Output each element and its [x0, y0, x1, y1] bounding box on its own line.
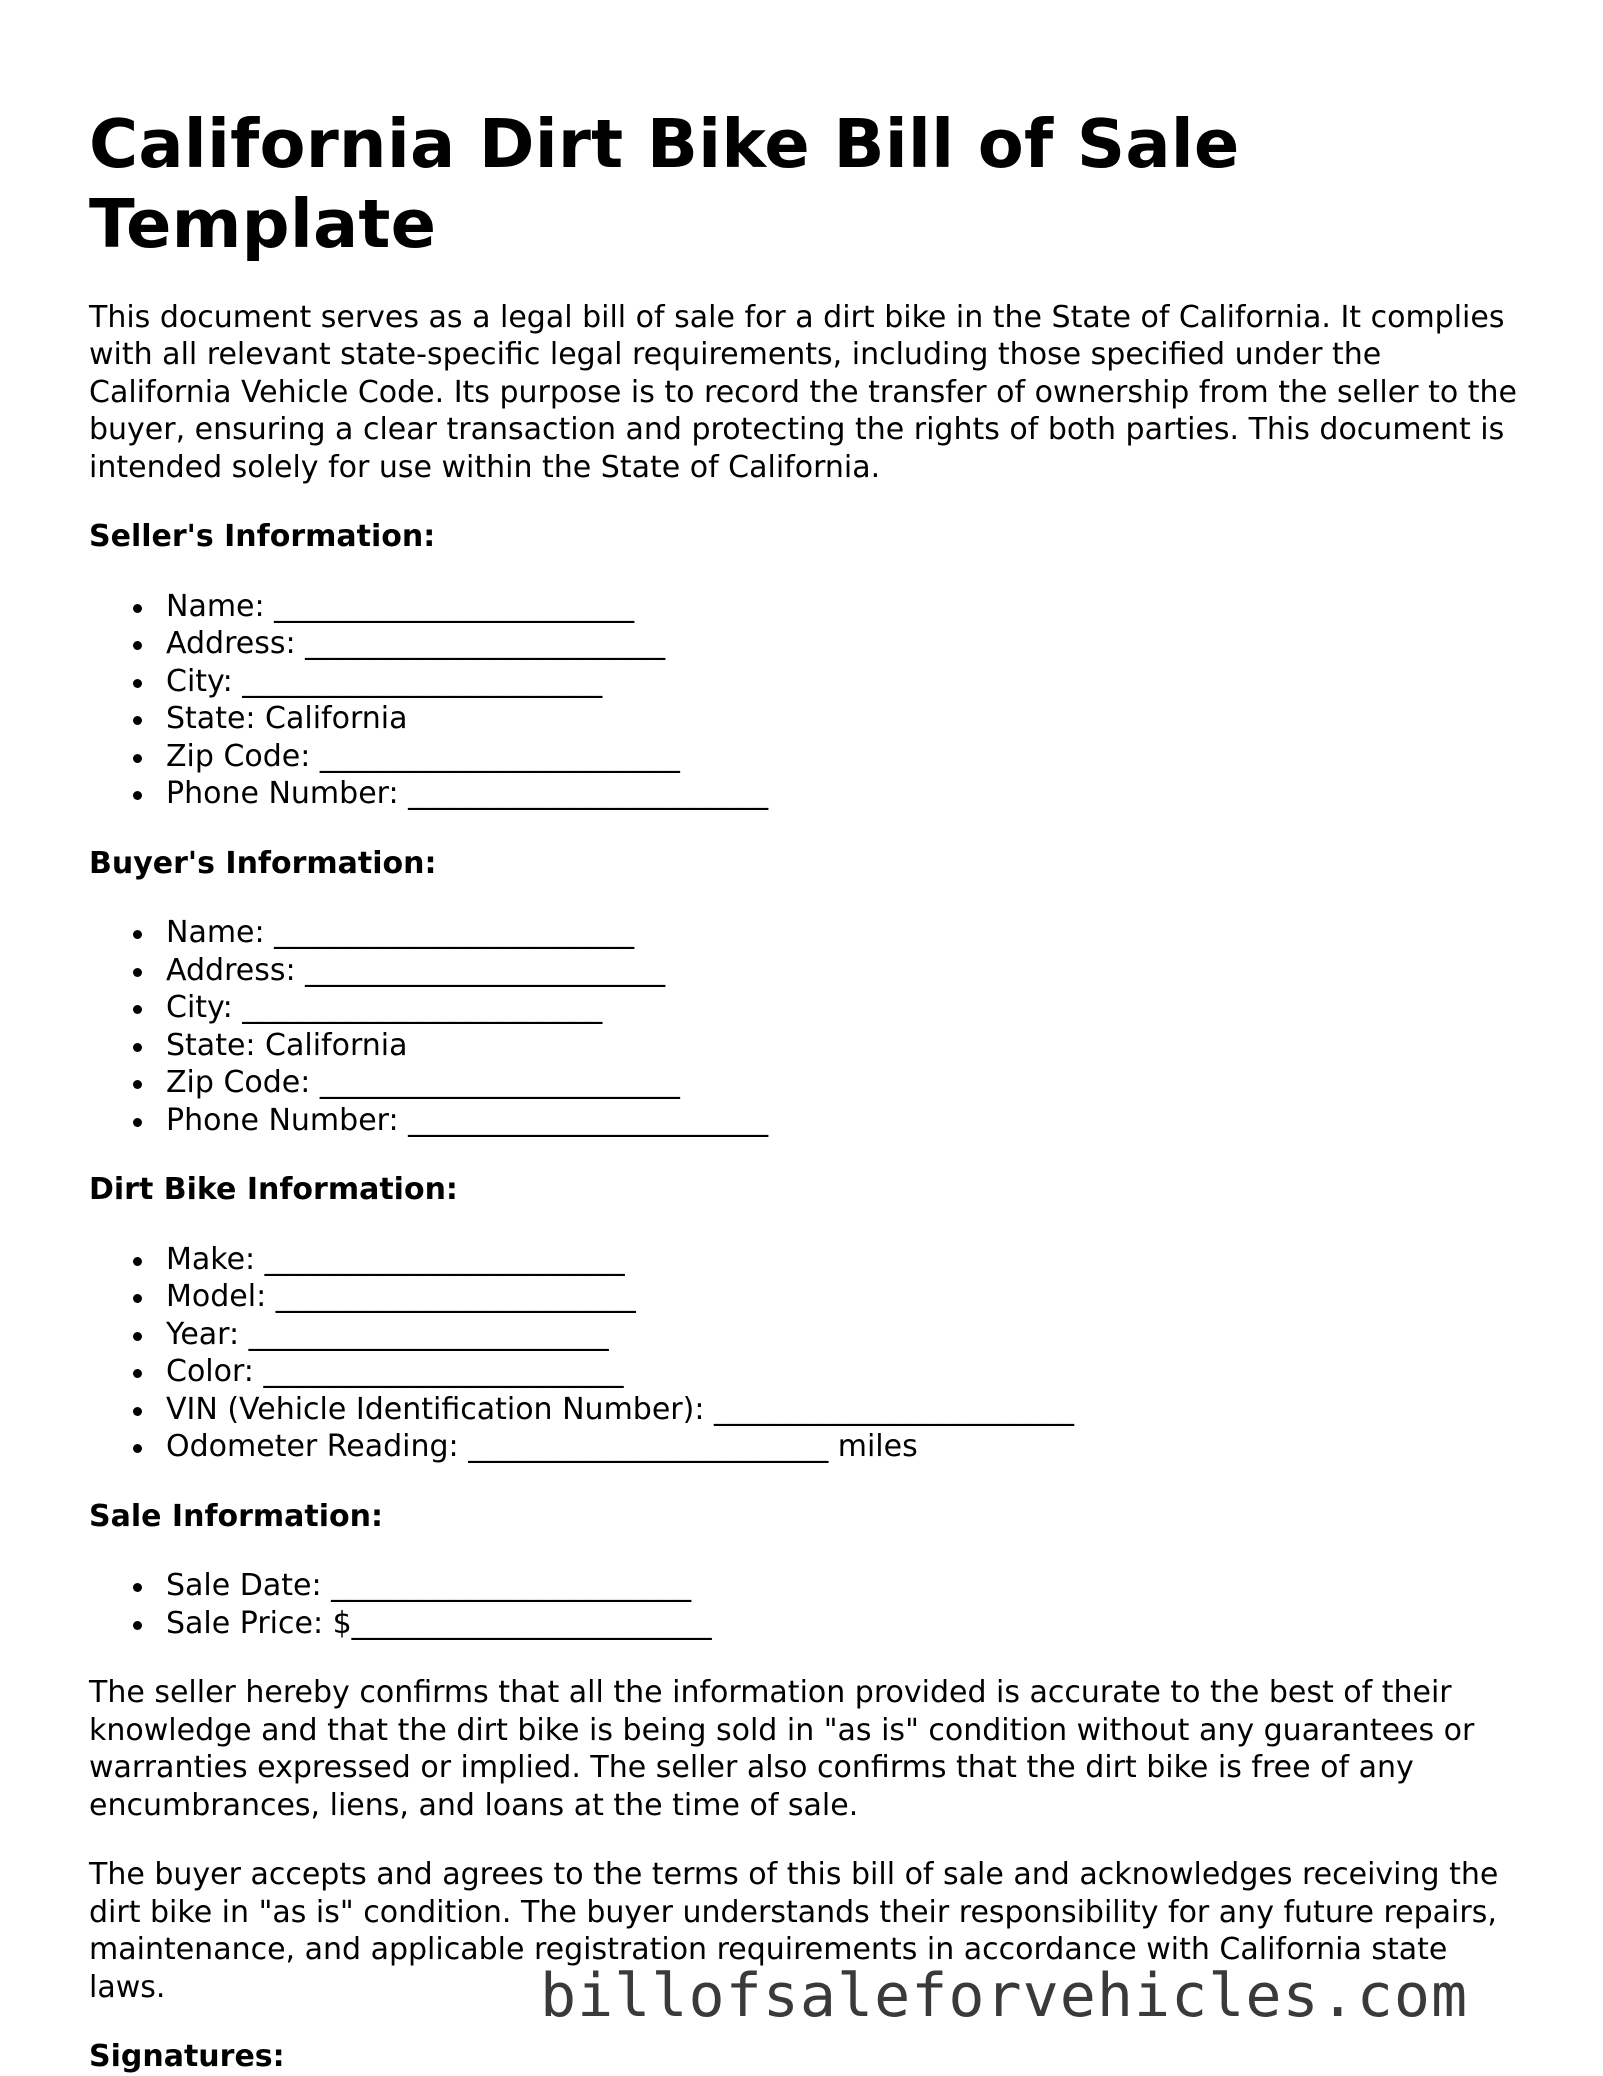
document-title: California Dirt Bike Bill of Sale Template	[89, 105, 1240, 264]
seller-phone-field: Phone Number: ________________________	[166, 775, 1529, 813]
buyer-city-field: City: ________________________	[166, 989, 1529, 1027]
buyer-statement: The buyer accepts and agrees to the terms of this bill of sale and acknowledges receiving the dirt bike in "as is" condition. The buyer understands their responsibility for any future repairs, maintenance, and applicable registration requirements in accordance with California state laws.	[89, 1857, 1499, 2005]
buyer-state-field: State: California	[166, 1027, 1529, 1065]
seller-zip-field: Zip Code: ________________________	[166, 738, 1529, 776]
site-watermark: billofsaleforvehicles.com	[540, 1961, 1469, 2031]
seller-name-field: Name: ________________________	[166, 588, 1529, 626]
intro-paragraph: This document serves as a legal bill of sale for a dirt bike in the State of California. It complies with all relevant state-specific legal requirements, including those specified under the California Vehicle Code. Its purpose is to record the transfer of ownership from the seller to the buyer, ensuring a clear transaction and protecting the rights of both parties. This document is intended solely for use within the State of California.	[89, 299, 1517, 485]
signatures-heading: Signatures:	[89, 2039, 285, 2075]
seller-address-field: Address: ________________________	[166, 625, 1529, 663]
sale-fields-list	[89, 1567, 1529, 1642]
bike-section-heading: Dirt Bike Information:	[89, 1172, 458, 1208]
buyer-section-heading: Buyer's Information:	[89, 845, 437, 881]
bike-make-field: Make: ________________________	[166, 1241, 1529, 1279]
sale-section-heading: Sale Information:	[89, 1498, 383, 1534]
bike-fields-list	[89, 1241, 1529, 1466]
seller-state-field: State: California	[166, 700, 1529, 738]
bike-vin-field: VIN (Vehicle Identification Number): ________________________	[166, 1391, 1529, 1429]
bike-color-field: Color: ________________________	[166, 1353, 1529, 1391]
buyer-address-field: Address: ________________________	[166, 952, 1529, 990]
sale-date-field: Sale Date: ________________________	[166, 1567, 1529, 1605]
buyer-zip-field: Zip Code: ________________________	[166, 1064, 1529, 1102]
buyer-fields-list	[89, 914, 1529, 1139]
seller-fields-list	[89, 588, 1529, 813]
bike-model-field: Model: ________________________	[166, 1278, 1529, 1316]
buyer-phone-field: Phone Number: ________________________	[166, 1102, 1529, 1140]
bike-odometer-field: Odometer Reading: ________________________ miles	[166, 1428, 1529, 1466]
seller-city-field: City: ________________________	[166, 663, 1529, 701]
buyer-name-field: Name: ________________________	[166, 914, 1529, 952]
sale-price-field: Sale Price: $________________________	[166, 1605, 1529, 1643]
seller-section-heading: Seller's Information:	[89, 519, 436, 555]
seller-statement: The seller hereby confirms that all the information provided is accurate to the best of their knowledge and that the dirt bike is being sold in "as is" condition without any guarantees or warranties expressed or implied. The seller also confirms that the dirt bike is free of any encumbrances, liens, and loans at the time of sale.	[89, 1675, 1475, 1823]
document-page	[89, 104, 1529, 2076]
bike-year-field: Year: ________________________	[166, 1316, 1529, 1354]
